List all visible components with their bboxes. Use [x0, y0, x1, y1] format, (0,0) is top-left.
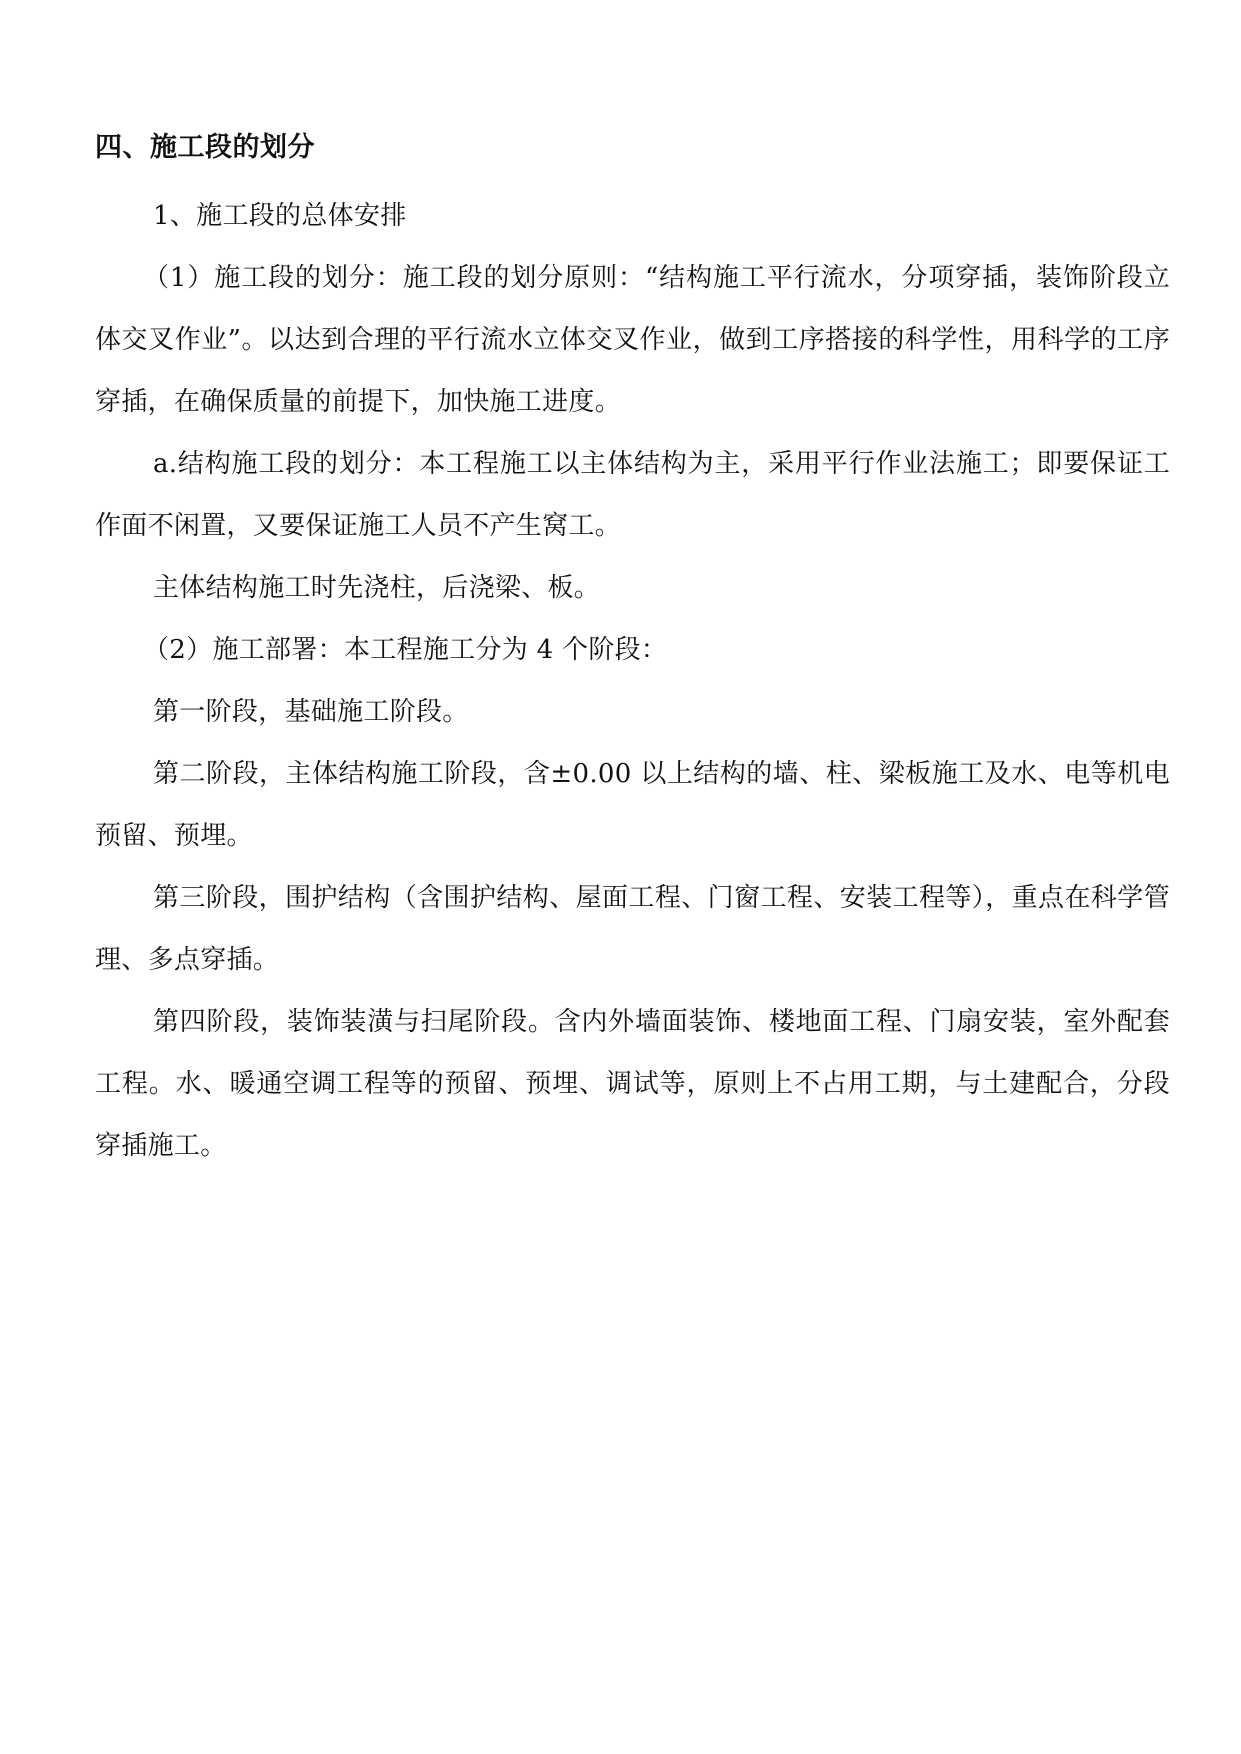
subsection-title: 1、施工段的总体安排 — [153, 201, 407, 231]
paragraph-stage-one: 第一阶段，基础施工阶段。 — [153, 697, 469, 727]
paragraph-stage-two: 第二阶段，主体结构施工阶段，含±0.00 以上结构的墙、柱、梁板施工及水、电等机电预留、预埋。 — [95, 759, 1170, 851]
paragraph-structure-division: a.结构施工段的划分：本工程施工以主体结构为主，采用平行作业法施工；即要保证工作面不闲置，又要保证施工人员不产生窝工。 — [95, 449, 1170, 541]
section-heading: 四、施工段的划分 — [95, 132, 315, 163]
paragraph-deployment: （2）施工部署：本工程施工分为 4 个阶段： — [143, 635, 668, 665]
paragraph-pour-order: 主体结构施工时先浇柱，后浇梁、板。 — [153, 573, 601, 603]
document-body — [95, 185, 1170, 1177]
paragraph-stage-three: 第三阶段，围护结构（含围护结构、屋面工程、门窗工程、安装工程等），重点在科学管理、多点穿插。 — [95, 883, 1170, 975]
paragraph-division-principle: （1）施工段的划分：施工段的划分原则：“结构施工平行流水，分项穿插，装饰阶段立体交叉作业”。以达到合理的平行流水立体交叉作业，做到工序搭接的科学性，用科学的工序穿插，在确保质量的前提下，加快施工进度。 — [95, 263, 1170, 417]
paragraph-stage-four: 第四阶段，装饰装潢与扫尾阶段。含内外墙面装饰、楼地面工程、门扇安装，室外配套工程。水、暖通空调工程等的预留、预埋、调试等，原则上不占用工期，与土建配合，分段穿插施工。 — [95, 1007, 1170, 1161]
